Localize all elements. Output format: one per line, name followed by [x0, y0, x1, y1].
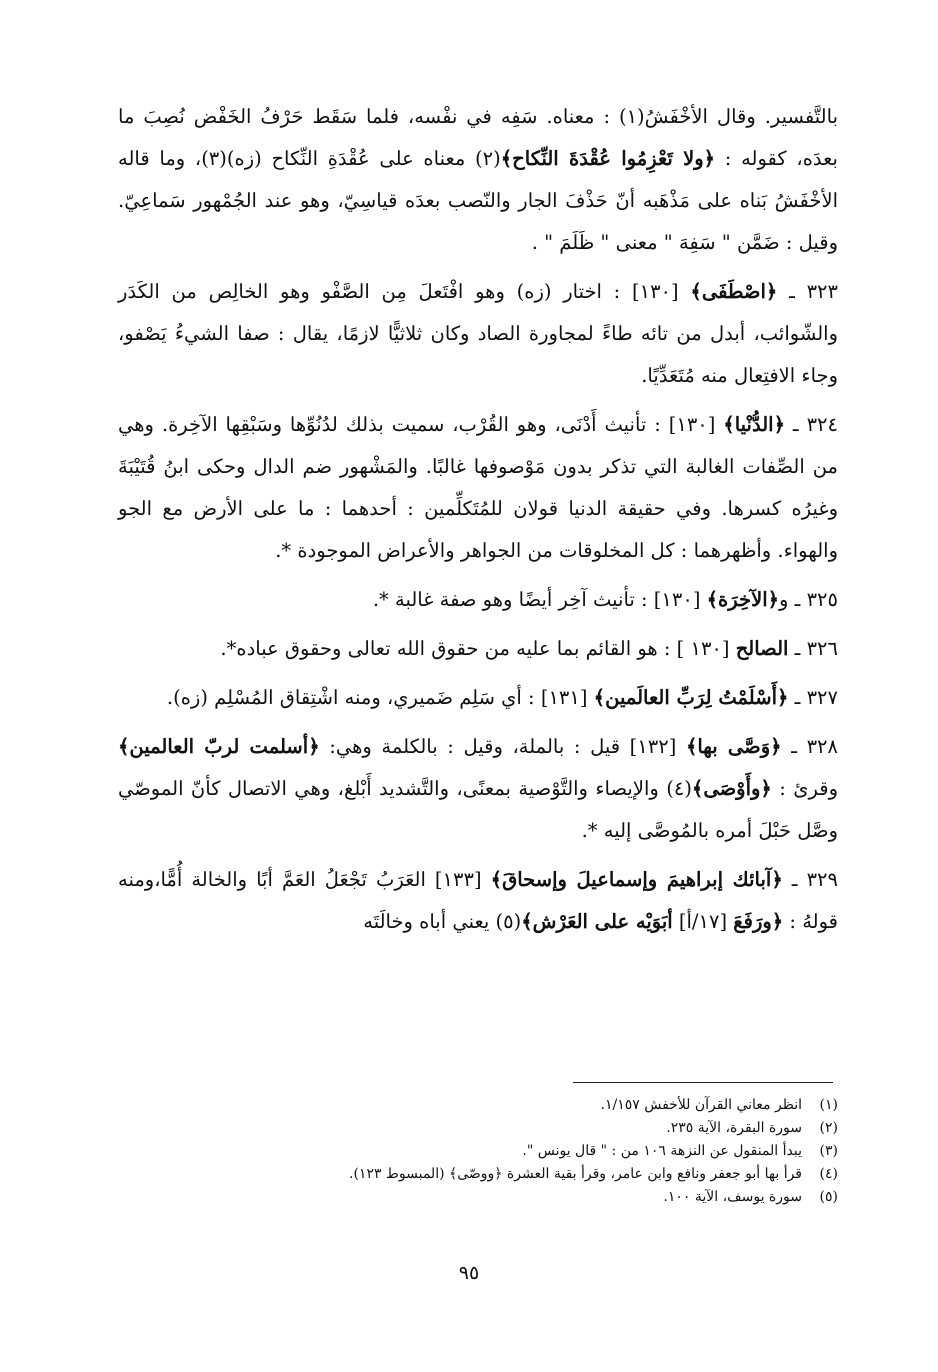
paragraph-text: وقرئ : — [771, 777, 838, 800]
footnote — [118, 1163, 838, 1186]
footnote-text: قرأ بها أبو جعفر ونافع وابن عامر، وقرأ بقية العشرة ﴿ووصّى﴾ (المبسوط ١٢٣). — [349, 1166, 802, 1182]
page-body — [118, 96, 838, 950]
page-number: ٩٥ — [458, 1262, 480, 1284]
paragraph-text: ٣٢٥ ـ و — [779, 588, 838, 611]
paragraph-text: [١٣١] : أي سَلِم ضَميري، ومنه اشْتِقاق المُسْلِم (زه). — [166, 686, 594, 709]
paragraph-text: والإيصاء والتَّوْصية بمعنًى، والتَّشديد أَبْلغ، وهي الاتصال كأنّ الموصّي وصَّل حَبْلَ أمره بالمُوصَّى إليه *. — [118, 777, 838, 842]
paragraph-text: ٣٢٦ ـ — [788, 637, 838, 660]
footnote-text: سورة يوسف، الآية ١٠٠. — [663, 1189, 802, 1205]
paragraph-text: ٣٢٩ ـ — [782, 868, 838, 891]
quranic-term: ﴿وَصَّى بها﴾ — [685, 735, 782, 758]
footnote-number: (٥) — [819, 1189, 838, 1205]
paragraph — [118, 579, 838, 621]
paragraph-text: (٣) — [201, 147, 227, 170]
paragraph-text: ٣٢٣ ـ — [777, 280, 838, 303]
paragraph — [118, 96, 838, 264]
footnote-number: (٤) — [819, 1166, 838, 1182]
quranic-term: ﴿وأَوْصَى﴾ — [691, 777, 772, 800]
footnote-number: (١) — [819, 1097, 838, 1113]
paragraph-text: (١) — [618, 105, 645, 128]
paragraph-text: [١٣٠] : تأنيث أَدْنَى، وهو القُرْب، سميت بذلك لدُنُوِّها وسَبْقِها الآخِرة. وهي من الصِّفات الغالبة التي تذكر بدون مَوْصوفها غالبًا. والمَشْهور ضم الدال وحكى ابنُ قُتَيْبَةَ وغيرُه كسرها. وفي حقيقة الدنيا قولان للمُتَكلِّمين : أحدهما : ما على الأرض مع الجو والهواء. وأظهرهما : كل المخلوقات من الجواهر والأعراض الموجودة *. — [118, 413, 838, 562]
paragraph-text: (٤) — [666, 777, 692, 800]
quranic-term: أبَوَيْه على العَرْش﴾ — [521, 910, 673, 933]
paragraph-text: (٢) — [475, 147, 501, 170]
quranic-term: ﴿ولا تَعْزِمُوا عُقْدَةَ النِّكاح﴾ — [500, 147, 716, 170]
footnote — [118, 1094, 838, 1117]
paragraph — [118, 859, 838, 943]
paragraph-text: [١٣٣] العَرَبُ تَجْعَلُ العَمَّ أبًا والخالة أُمًّا،ومنه قولهُ : — [118, 868, 838, 933]
paragraph — [118, 677, 838, 719]
footnotes — [118, 1094, 838, 1209]
footnote-text: يبدأ المنقول عن النزهة ١٠٦ من : " قال يونس ". — [522, 1143, 802, 1159]
paragraph-text: ، وما قاله الأخْفَشُ بَناه على مَذْهَبه أنّ حَذْفَ الجار والنّصب بعدَه قياسِيّ، وهو عند الجُمْهور سَماعِيّ. وقيل : ضَمَّن " سَفِهَ " معنى " ظَلَمَ " . — [118, 147, 838, 254]
quranic-term: الصالح — [735, 637, 789, 660]
footnote-text: سورة البقرة، الآية ٢٣٥. — [666, 1120, 802, 1136]
paragraph-text: ٣٢٨ ـ — [781, 735, 838, 758]
paragraph-text: بالتَّفسير. وقال الأخْفَشُ — [644, 105, 838, 128]
paragraph-text: ٣٢٧ ـ — [788, 686, 838, 709]
paragraph-text: : معناه. سَفِه في نفْسه، فلما سَقَط حَرْفُ الخَفْض نُصِبَ ما بعدَه، كقوله : — [118, 105, 838, 170]
paragraph — [118, 726, 838, 852]
paragraph-text: [١٣٠ ] : هو القائم بما عليه من حقوق الله تعالى وحقوق عباده*. — [220, 637, 736, 660]
footnote-separator — [573, 1082, 833, 1083]
paragraph-text: [١٣٢] قيل : بالملة، وقيل : بالكلمة وهي: — [319, 735, 686, 758]
paragraph — [118, 271, 838, 397]
footnote-text: انظر معاني القرآن للأخفش ١/١٥٧. — [600, 1097, 802, 1113]
quranic-term: ﴿الآخِرَة﴾ — [706, 588, 780, 611]
paragraph-text: ٣٢٤ ـ — [785, 413, 838, 436]
paragraph-text: [١٧/أ] — [672, 910, 734, 933]
paragraph-text: [١٣٠] : تأنيث آخِر أيضًا وهو صفة غالبة *. — [372, 588, 707, 611]
paragraph-text: [١٣٠] : اختار (زه) وهو افْتَعلَ مِن الصَّفْو وهو الخالِص من الكَدَر والشّوائب، أبدل من تائه طاءً لمجاورة الصاد وكان ثلاثيًّا لازمًا، يقال : صفا الشيءُ يَصْفو، وجاء الافتِعال منه مُتَعَدِّيًا. — [118, 280, 838, 387]
footnote — [118, 1186, 838, 1209]
footnote — [118, 1140, 838, 1163]
footnote-number: (٣) — [819, 1143, 838, 1159]
footnote-number: (٢) — [819, 1120, 838, 1136]
paragraph-text: يعني أباه وخالَتَه — [363, 910, 496, 933]
paragraph — [118, 404, 838, 572]
quranic-term: ﴿ورَفَعَ — [733, 910, 784, 933]
quranic-term: ﴿أسلمت لربّ العالمين﴾ — [118, 735, 320, 758]
quranic-term: ﴿آبائك إبراهيمَ وإسماعيلَ وإسحاقَ﴾ — [490, 868, 783, 891]
footnote — [118, 1117, 838, 1140]
paragraph — [118, 628, 838, 670]
paragraph-text: معناه على عُقْدَةِ النِّكاح (زه) — [226, 147, 476, 170]
quranic-term: ﴿أَسْلَمْتُ لِرَبِّ العالَمين﴾ — [593, 686, 789, 709]
quranic-term: ﴿الدُّنْيا﴾ — [723, 413, 785, 436]
quranic-term: ﴿اصْطَفَى﴾ — [690, 280, 778, 303]
paragraph-text: (٥) — [495, 910, 522, 933]
